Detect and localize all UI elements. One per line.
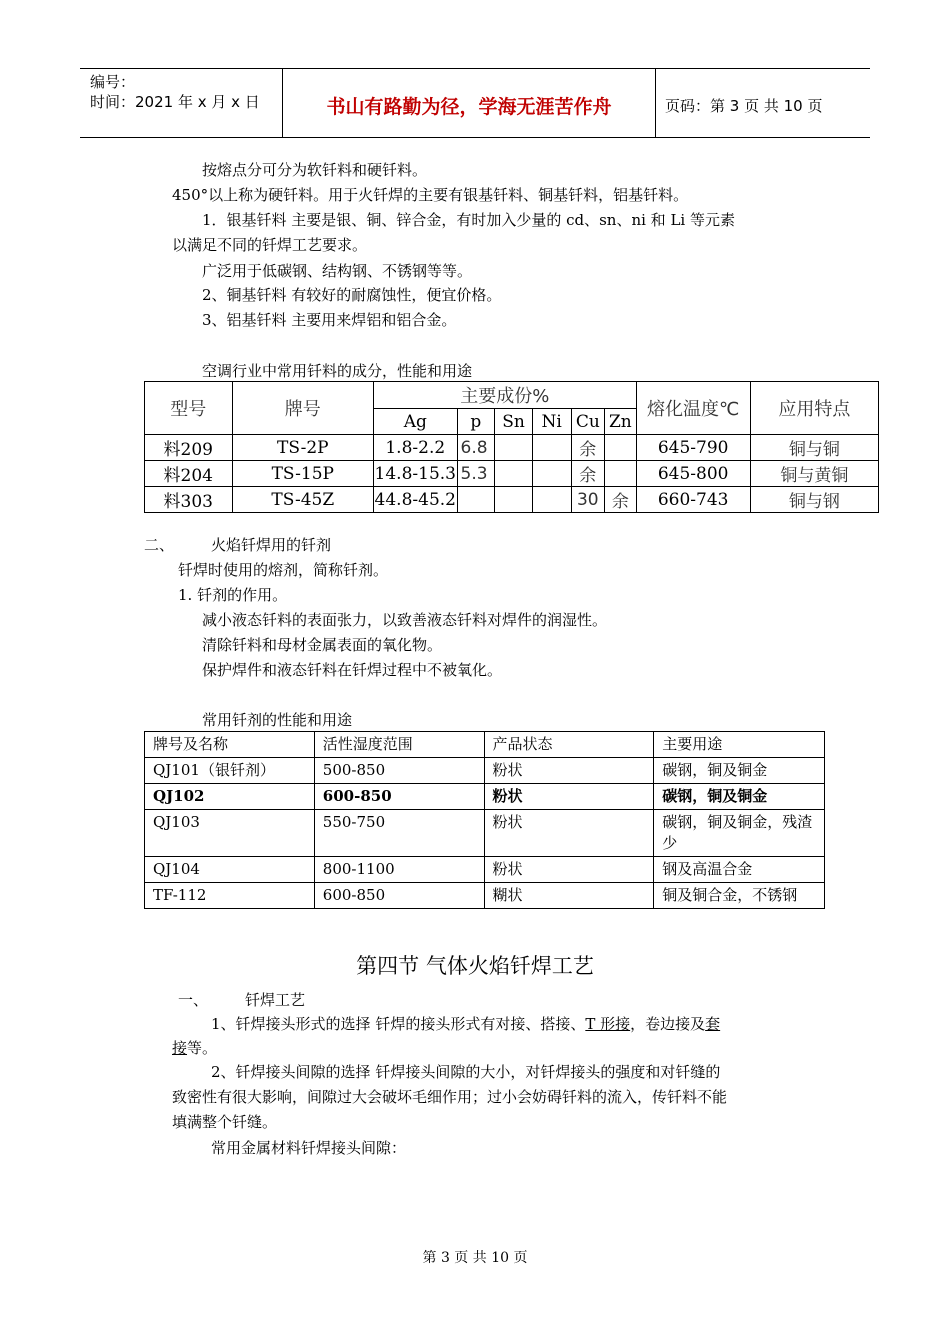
table-row — [145, 487, 879, 513]
cell: 铜与黄铜 — [750, 461, 878, 487]
page-info: 页码：第 3 页 共 10 页 — [665, 97, 823, 115]
section-title: 第四节 气体火焰钎焊工艺 — [356, 954, 594, 978]
paragraph: 常用金属材料钎焊接头间隙： — [211, 1139, 407, 1157]
paragraph: 填满整个钎缝。 — [172, 1113, 278, 1131]
cell: 500-850 — [314, 758, 484, 784]
text-run: 等。 — [187, 1039, 218, 1057]
cell: 料204 — [145, 461, 233, 487]
cell: 余 — [571, 461, 605, 487]
cell: 碳钢，铜及铜金 — [654, 758, 825, 784]
cell: QJ104 — [145, 857, 315, 883]
header-right-cell — [655, 69, 870, 137]
underlined-term: T 形接 — [585, 1015, 631, 1033]
paragraph: 保护焊件和液态钎料在钎焊过程中不被氧化。 — [202, 661, 503, 679]
header-cell: 主要成份% — [374, 382, 637, 409]
cell: 660-743 — [636, 487, 750, 513]
section-heading: 火焰钎焊用的钎剂 — [211, 536, 332, 554]
cell: 5.3 — [457, 461, 495, 487]
section-heading-number: 二、 — [144, 536, 175, 554]
cell — [605, 435, 637, 461]
cell: 1.8-2.2 — [374, 435, 457, 461]
cell — [605, 461, 637, 487]
underlined-term: 接 — [172, 1039, 188, 1057]
header-cell: 熔化温度℃ — [636, 382, 750, 435]
paragraph: 广泛用于低碳钢、结构钢、不锈钢等等。 — [202, 262, 473, 280]
cell: 30 — [571, 487, 605, 513]
table-row — [145, 883, 825, 909]
page-footer: 第 3 页 共 10 页 — [422, 1250, 528, 1266]
cell — [457, 487, 495, 513]
cell: 余 — [605, 487, 637, 513]
time-label: 时间：2021 年 x 月 x 日 — [90, 93, 260, 111]
table-row — [145, 758, 825, 784]
table-caption: 空调行业中常用钎料的成分，性能和用途 — [202, 362, 473, 380]
cell: 糊状 — [484, 883, 654, 909]
table-header-row — [145, 732, 825, 758]
cell — [495, 487, 533, 513]
paragraph: 1. 钎剂的作用。 — [178, 586, 288, 604]
table-row — [145, 461, 879, 487]
subheader-cell: Ag — [374, 409, 457, 435]
cell: 粉状 — [484, 810, 654, 857]
cell: 铜与钢 — [750, 487, 878, 513]
paragraph: 1．银基钎料 主要是银、铜、锌合金，有时加入少量的 cd、sn、ni 和 Li 等元素 — [202, 211, 735, 229]
cell — [532, 435, 571, 461]
cell: 14.8-15.3 — [374, 461, 457, 487]
cell: 粉状 — [484, 758, 654, 784]
cell: 料303 — [145, 487, 233, 513]
cell: 铜与铜 — [750, 435, 878, 461]
cell: 6.8 — [457, 435, 495, 461]
cell — [532, 487, 571, 513]
cell — [532, 461, 571, 487]
cell: TS-15P — [232, 461, 374, 487]
subheader-cell: Cu — [571, 409, 605, 435]
cell: 余 — [571, 435, 605, 461]
underlined-term: 套 — [705, 1015, 721, 1033]
header-left-cell — [80, 69, 282, 137]
subheader-cell: p — [457, 409, 495, 435]
header-cell: 应用特点 — [750, 382, 878, 435]
paragraph: 3、铝基钎料 主要用来焊铝和铝合金。 — [202, 311, 457, 329]
cell: 800-1100 — [314, 857, 484, 883]
cell: QJ102 — [145, 784, 315, 810]
cell: 550-750 — [314, 810, 484, 857]
header-cell: 牌号 — [232, 382, 374, 435]
header-cell: 产品状态 — [484, 732, 654, 758]
header-cell: 牌号及名称 — [145, 732, 315, 758]
cell: 600-850 — [314, 883, 484, 909]
header-center-cell — [282, 69, 656, 137]
paragraph: 450°以上称为硬钎料。用于火钎焊的主要有银基钎料、铜基钎料，铝基钎料。 — [172, 186, 689, 204]
cell: 645-800 — [636, 461, 750, 487]
subheader-cell: Sn — [495, 409, 533, 435]
text-run: 1、钎焊接头形式的选择 钎焊的接头形式有对接、搭接、 — [211, 1015, 586, 1033]
paragraph: 清除钎料和母材金属表面的氧化物。 — [202, 636, 443, 654]
paragraph — [172, 1038, 217, 1058]
flux-table — [144, 731, 825, 909]
motto-text: 书山有路勤为径，学海无涯苦作舟 — [326, 96, 612, 118]
paragraph: 2、钎焊接头间隙的选择 钎焊接头间隙的大小，对钎焊接头的强度和对钎缝的 — [211, 1063, 721, 1081]
cell: 粉状 — [484, 784, 654, 810]
cell: 碳钢，铜及铜金，残渣少 — [654, 810, 825, 857]
cell: 铜及铜合金，不锈钢 — [654, 883, 825, 909]
table-row — [145, 857, 825, 883]
cell: QJ103 — [145, 810, 315, 857]
cell: 碳钢，铜及铜金 — [654, 784, 825, 810]
subheader-cell: Zn — [605, 409, 637, 435]
cell: 44.8-45.2 — [374, 487, 457, 513]
cell — [495, 461, 533, 487]
number-label: 编号： — [90, 73, 136, 91]
table-caption: 常用钎剂的性能和用途 — [202, 711, 353, 729]
cell: TS-45Z — [232, 487, 374, 513]
header-cell: 活性湿度范围 — [314, 732, 484, 758]
paragraph: 以满足不同的钎焊工艺要求。 — [172, 236, 368, 254]
cell: 600-850 — [314, 784, 484, 810]
cell: TS-2P — [232, 435, 374, 461]
paragraph — [211, 1014, 720, 1034]
table-row — [145, 435, 879, 461]
table-row — [145, 784, 825, 810]
solder-table — [144, 381, 879, 513]
cell: 钢及高温合金 — [654, 857, 825, 883]
cell — [495, 435, 533, 461]
subheader-cell: Ni — [532, 409, 571, 435]
header-cell: 主要用途 — [654, 732, 825, 758]
paragraph: 减小液态钎料的表面张力，以致善液态钎料对焊件的润湿性。 — [202, 611, 608, 629]
cell: 645-790 — [636, 435, 750, 461]
table-row — [145, 810, 825, 857]
page-header — [80, 68, 870, 138]
header-cell: 型号 — [145, 382, 233, 435]
cell: 粉状 — [484, 857, 654, 883]
section-heading: 钎焊工艺 — [245, 991, 306, 1009]
cell: 料209 — [145, 435, 233, 461]
section-heading-number: 一、 — [178, 991, 209, 1009]
paragraph: 致密性有很大影响，间隙过大会破坏毛细作用；过小会妨碍钎料的流入，传钎料不能 — [172, 1088, 728, 1106]
text-run: ，卷边接及 — [630, 1015, 706, 1033]
paragraph: 2、铜基钎料 有较好的耐腐蚀性，便宜价格。 — [202, 286, 502, 304]
paragraph: 钎焊时使用的熔剂，简称钎剂。 — [178, 561, 389, 579]
paragraph: 按熔点分可分为软钎料和硬钎料。 — [202, 161, 428, 179]
cell: QJ101（银钎剂） — [145, 758, 315, 784]
cell: TF-112 — [145, 883, 315, 909]
